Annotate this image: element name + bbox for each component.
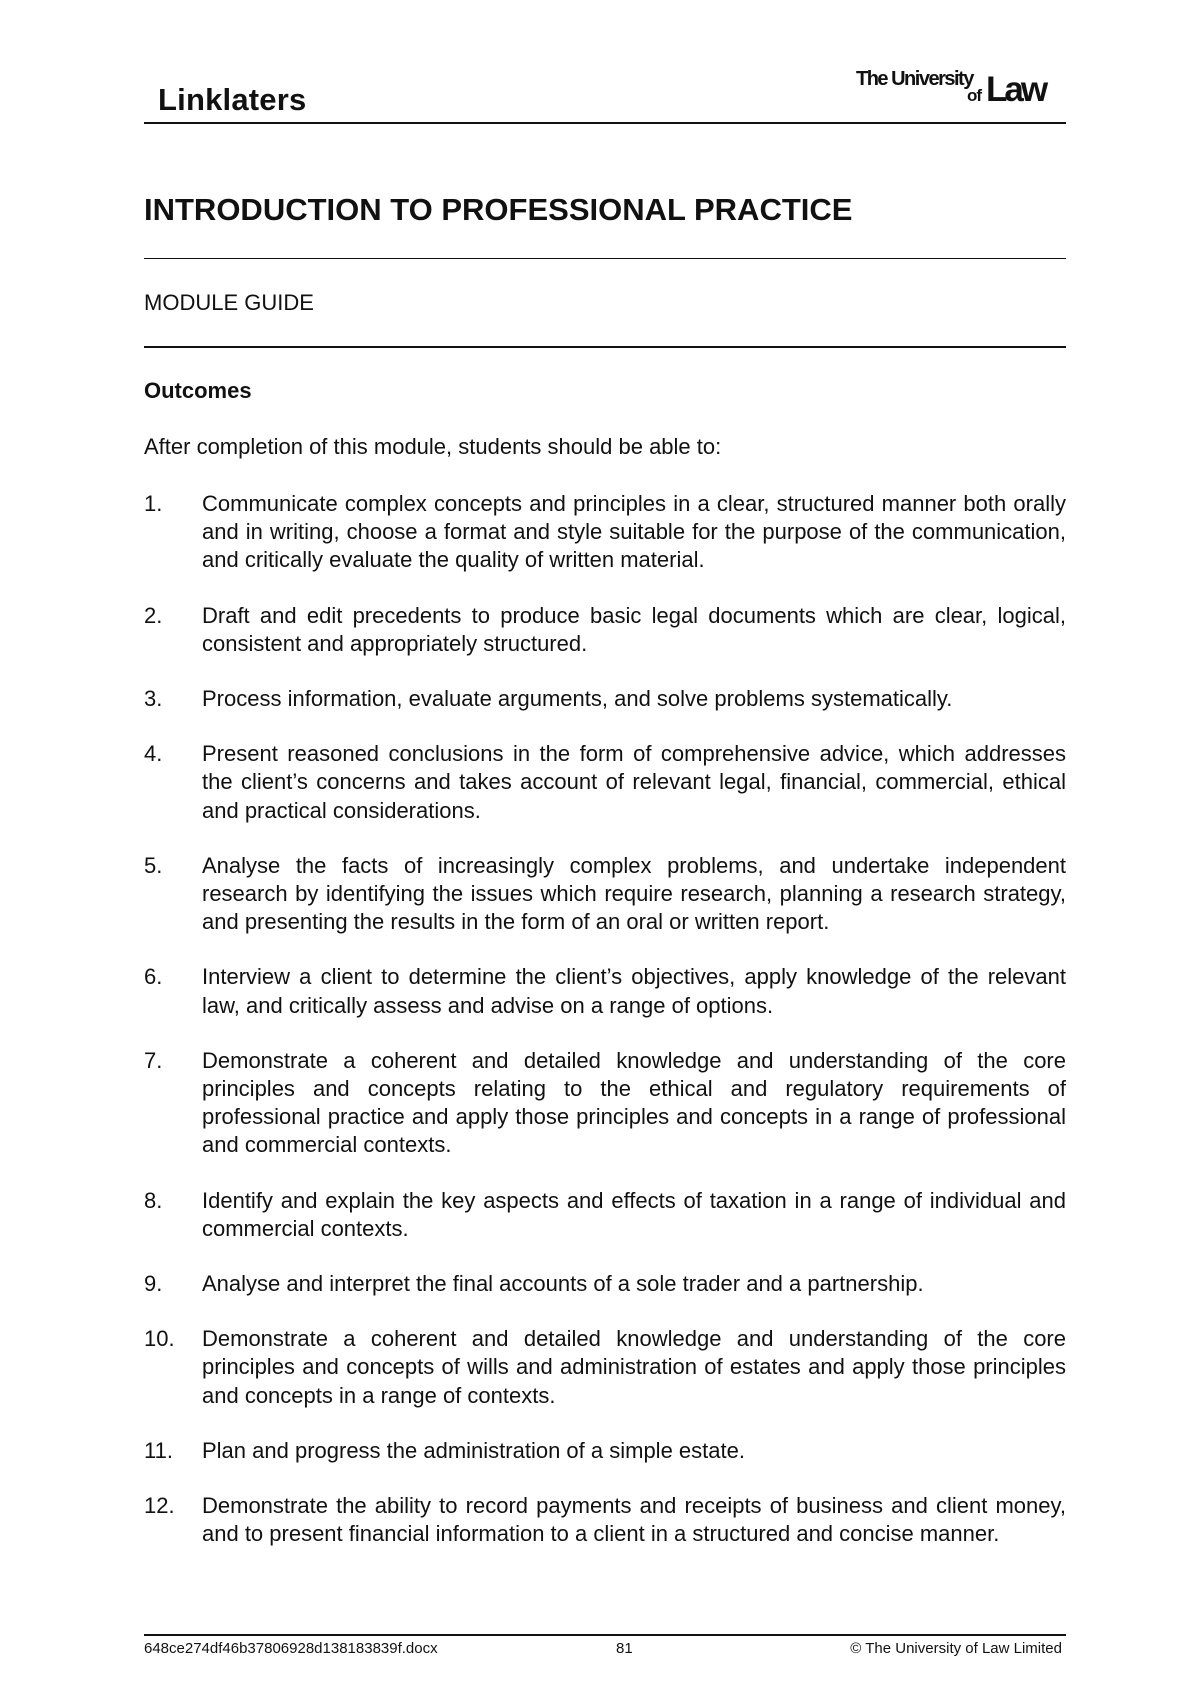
footer-divider — [144, 1634, 1066, 1636]
outcome-number: 3. — [144, 686, 163, 712]
page-footer — [144, 1640, 1066, 1664]
outcome-number: 10. — [144, 1326, 175, 1352]
logo-the-university: The University — [856, 68, 973, 90]
logo-of: of — [967, 86, 982, 105]
outcome-text: Demonstrate a coherent and detailed knowledge and understanding of the core principles and concepts of wills and administration of estates and apply those principles and concepts in a range of contexts. — [202, 1326, 1066, 1408]
footer-page-number: 81 — [616, 1640, 633, 1657]
outcome-item — [144, 1437, 1066, 1465]
outcomes-list — [144, 490, 1066, 1575]
document-page — [144, 0, 1066, 1698]
outcome-item — [144, 685, 1066, 713]
firm-name: Linklaters — [158, 82, 307, 117]
university-of-law-logo — [856, 64, 1066, 108]
page-header — [144, 60, 1066, 124]
outcome-item — [144, 852, 1066, 937]
outcome-item — [144, 1187, 1066, 1243]
outcome-number: 8. — [144, 1187, 163, 1213]
section-heading: Outcomes — [144, 378, 252, 403]
footer-copyright: © The University of Law Limited — [850, 1640, 1062, 1657]
outcome-item — [144, 1047, 1066, 1160]
outcome-text: Analyse the facts of increasingly complex problems, and undertake independent research by identifying the issues which require research, planning a research strategy, and presenting the results in the form of an oral or written report. — [202, 852, 1066, 935]
title-divider — [144, 258, 1066, 259]
footer-filename: 648ce274df46b37806928d138183839f.docx — [144, 1640, 438, 1657]
outcome-number: 9. — [144, 1271, 163, 1297]
outcome-number: 7. — [144, 1047, 163, 1073]
outcome-item — [144, 490, 1066, 575]
outcome-text: Identify and explain the key aspects and effects of taxation in a range of individual and commercial contexts. — [202, 1187, 1066, 1241]
outcome-text: Process information, evaluate arguments, and solve problems systematically. — [202, 686, 953, 712]
outcome-text: Analyse and interpret the final accounts of a sole trader and a partnership. — [202, 1271, 924, 1297]
outcome-number: 12. — [144, 1493, 175, 1519]
outcome-item — [144, 1492, 1066, 1548]
outcome-text: Demonstrate a coherent and detailed knowledge and understanding of the core principles and concepts relating to the ethical and regulatory requirements of professional practice and apply those principles and concepts in a range of professional and commercial contexts. — [202, 1047, 1066, 1158]
outcome-text: Interview a client to determine the client’s objectives, apply knowledge of the relevant law, and critically assess and advise on a range of options. — [202, 964, 1066, 1018]
outcome-item — [144, 740, 1066, 825]
outcome-number: 2. — [144, 602, 163, 628]
intro-text: After completion of this module, students should be able to: — [144, 434, 722, 459]
outcome-number: 6. — [144, 964, 163, 990]
document-subtitle: MODULE GUIDE — [144, 290, 314, 315]
outcome-item — [144, 602, 1066, 658]
outcome-item — [144, 1325, 1066, 1410]
outcome-text: Demonstrate the ability to record payments and receipts of business and client money, and to present financial information to a client in a structured and concise manner. — [202, 1493, 1066, 1547]
outcome-number: 1. — [144, 491, 163, 516]
outcome-item — [144, 963, 1066, 1019]
outcome-text: Present reasoned conclusions in the form of comprehensive advice, which addresses the client’s concerns and takes account of relevant legal, financial, commercial, ethical and practical considerations. — [202, 741, 1066, 823]
outcome-text: Plan and progress the administration of a simple estate. — [202, 1437, 745, 1463]
outcome-number: 5. — [144, 852, 163, 878]
outcome-text: Communicate complex concepts and principles in a clear, structured manner both orally and in writing, choose a format and style suitable for the purpose of the communication, and critically evaluate the quality of written material. — [202, 491, 1066, 573]
outcome-text: Draft and edit precedents to produce basic legal documents which are clear, logical, consistent and appropriately structured. — [202, 602, 1066, 656]
subtitle-divider — [144, 346, 1066, 348]
outcome-number: 4. — [144, 741, 163, 767]
outcome-number: 11. — [144, 1437, 173, 1463]
header-divider — [144, 122, 1066, 124]
outcome-item — [144, 1270, 1066, 1298]
document-title: INTRODUCTION TO PROFESSIONAL PRACTICE — [144, 192, 853, 227]
logo-law: Law — [986, 70, 1046, 109]
